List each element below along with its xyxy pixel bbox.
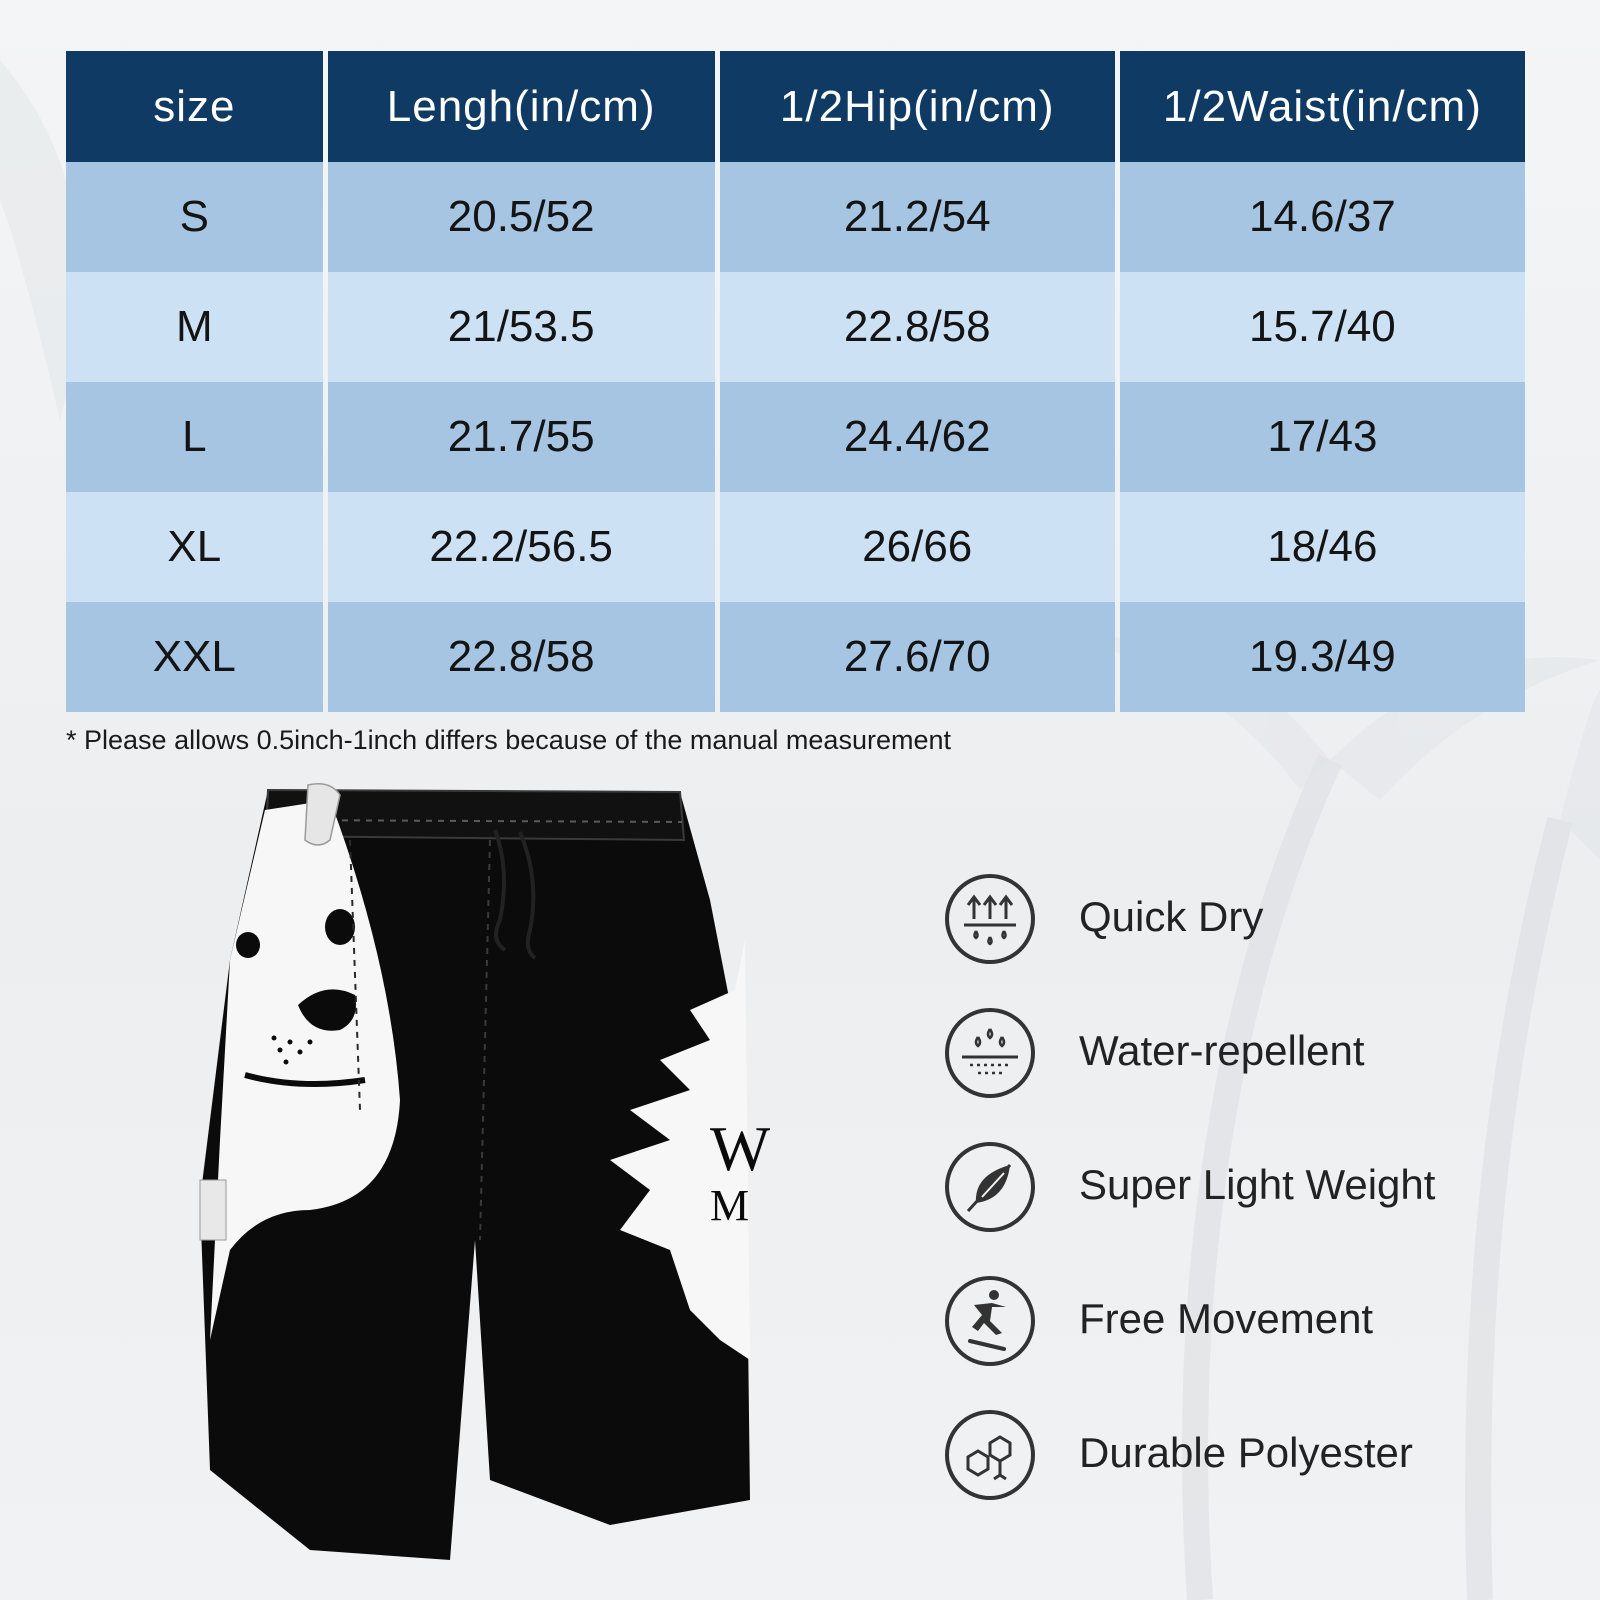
cell-length: 21.7/55 [328,382,715,492]
feature-list [944,873,1564,1543]
cell-length: 22.8/58 [328,602,715,712]
cell-waist: 15.7/40 [1120,272,1525,382]
product-image-shorts [190,780,770,1580]
cell-waist: 18/46 [1120,492,1525,602]
feature-item-super-light-weight [944,1141,1564,1275]
header-half-waist: 1/2Waist(in/cm) [1120,51,1525,162]
size-chart-table [61,51,1530,712]
cell-size: XL [66,492,323,602]
cell-length: 20.5/52 [328,162,715,272]
cell-hip: 26/66 [720,492,1115,602]
table-row [66,382,1525,492]
cell-hip: 21.2/54 [720,162,1115,272]
cell-length: 21/53.5 [328,272,715,382]
cell-waist: 17/43 [1120,382,1525,492]
cell-size: XXL [66,602,323,712]
size-chart-header-row [66,51,1525,162]
header-size: size [66,51,323,162]
skateboarder-icon [944,1275,1036,1367]
header-half-hip: 1/2Hip(in/cm) [720,51,1115,162]
feature-item-water-repellent [944,1007,1564,1141]
table-row [66,272,1525,382]
feature-item-free-movement [944,1275,1564,1409]
feature-item-quick-dry [944,873,1564,1007]
cell-hip: 22.8/58 [720,272,1115,382]
table-row [66,602,1525,712]
measurement-note: * Please allows 0.5inch-1inch differs because of the manual measurement [66,725,952,755]
feature-label: Water-repellent [1079,1027,1365,1074]
cell-length: 22.2/56.5 [328,492,715,602]
cell-hip: 24.4/62 [720,382,1115,492]
feature-item-durable-polyester [944,1409,1564,1543]
print-letter-m: M [710,1181,750,1230]
table-row [66,162,1525,272]
cell-waist: 19.3/49 [1120,602,1525,712]
quick-dry-icon [944,873,1036,965]
cell-size: M [66,272,323,382]
table-row [66,492,1525,602]
water-repellent-icon [944,1007,1036,1099]
feature-label: Super Light Weight [1079,1161,1436,1208]
cell-size: L [66,382,323,492]
print-letter-w: W [710,1113,770,1184]
cell-hip: 27.6/70 [720,602,1115,712]
cell-size: S [66,162,323,272]
feather-icon [944,1141,1036,1233]
cell-waist: 14.6/37 [1120,162,1525,272]
hexagon-molecule-icon [944,1409,1036,1501]
feature-label: Quick Dry [1079,893,1264,940]
feature-label: Free Movement [1079,1295,1374,1342]
header-length: Lengh(in/cm) [328,51,715,162]
feature-label: Durable Polyester [1079,1429,1413,1476]
